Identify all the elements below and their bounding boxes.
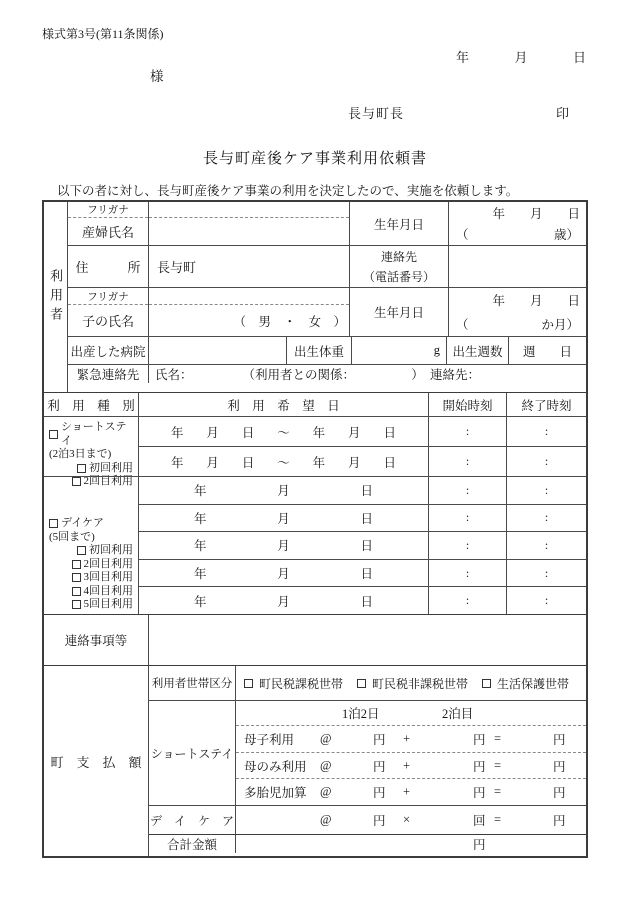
ymd: 月 <box>206 455 219 470</box>
mother-row <box>68 202 586 245</box>
usage-header-row <box>44 392 586 416</box>
daycare-start-time-2[interactable]: : <box>429 505 507 532</box>
at-sign: @ <box>320 758 332 772</box>
shortstay-first-checkbox[interactable] <box>77 464 86 473</box>
child-gender-select[interactable]: （ 男 ・ 女 ） <box>233 314 346 329</box>
at-sign: @ <box>320 812 332 827</box>
payment-side-header <box>44 666 149 856</box>
equals-sign: = <box>494 812 502 827</box>
mother-dob-input[interactable] <box>449 202 586 245</box>
yen-unit: 円 <box>373 786 386 801</box>
week-unit: 週 <box>523 344 536 359</box>
daycare-checkbox[interactable] <box>49 519 58 528</box>
shortstay-start-time-2[interactable]: : <box>429 447 507 476</box>
daycare-checkbox-2[interactable] <box>72 560 81 569</box>
mother-name-label: 産婦氏名 <box>81 225 134 240</box>
shortstay-label: ショートステイ <box>61 421 127 447</box>
daycare-start-time-5[interactable]: : <box>429 587 507 614</box>
shortstay-option[interactable] <box>49 421 134 448</box>
daycare-end-time-1[interactable]: : <box>544 482 549 497</box>
birth-weight-label: 出生体重 <box>287 337 352 364</box>
daycare-end-time-3[interactable]: : <box>544 537 549 552</box>
daycare-use-3-label: 3回目利用 <box>83 571 133 583</box>
shortstay-date-input-1[interactable] <box>139 417 429 446</box>
birth-weight-input[interactable] <box>352 337 447 364</box>
ymd: 月 <box>206 425 219 440</box>
notes-row <box>44 614 586 665</box>
night-columns-header <box>236 701 586 726</box>
form-table <box>42 200 588 858</box>
mother-age-line[interactable] <box>449 224 586 246</box>
usage-type-header: 利 用 種 別 <box>44 393 139 416</box>
child-name-label: 子の氏名 <box>81 314 134 329</box>
household-option-welfare[interactable] <box>482 675 569 692</box>
shortstay-end-time-2[interactable]: : <box>544 454 549 468</box>
daycare-use-1-label: 初回利用 <box>89 544 133 556</box>
daycare-use-1[interactable] <box>49 544 134 558</box>
user-info-section <box>44 202 586 392</box>
yen-unit: 円 <box>473 759 486 774</box>
emergency-row <box>68 364 586 383</box>
daycare-end-time-5[interactable]: : <box>544 593 549 608</box>
daycare-date-row <box>139 477 586 504</box>
range-tilde: ～ <box>277 455 290 470</box>
daycare-use-2[interactable] <box>49 558 134 572</box>
daycare-checkbox-3[interactable] <box>72 573 81 582</box>
ymd: 年 <box>194 567 207 582</box>
addressee-suffix: 様 <box>150 69 164 84</box>
gest-weeks-input[interactable] <box>509 337 586 364</box>
mayor-signature-label: 長与町長 <box>348 106 405 121</box>
total-label: 合計金額 <box>149 835 236 853</box>
ymd: 日 <box>360 484 373 499</box>
shortstay-date-row <box>139 446 586 476</box>
ymd: 日 <box>360 511 373 526</box>
notes-label: 連絡事項等 <box>44 615 149 665</box>
shortstay-block <box>44 416 586 487</box>
notes-input[interactable] <box>149 615 586 665</box>
household-row <box>149 666 586 700</box>
issue-date-year-label: 年 <box>456 50 470 65</box>
household-exempt-label: 町民税非課税世帯 <box>372 676 469 691</box>
ymd: 月 <box>277 484 290 499</box>
daycare-option[interactable] <box>49 517 134 531</box>
equals-sign: = <box>494 758 502 772</box>
pay-row-multiple-birth[interactable] <box>236 779 586 805</box>
plus-sign: + <box>403 784 411 799</box>
household-exempt-checkbox[interactable] <box>357 679 366 688</box>
ymd: 月 <box>348 455 361 470</box>
equals-sign: = <box>494 731 502 746</box>
daycare-checkbox-4[interactable] <box>72 587 81 596</box>
yen-unit: 円 <box>553 814 566 828</box>
daycare-date-input-2[interactable] <box>139 505 429 532</box>
household-taxed-label: 町民税課税世帯 <box>259 676 344 691</box>
issue-date-day-label: 日 <box>572 50 586 65</box>
ymd: 月 <box>277 594 290 609</box>
contact-label-cell <box>350 246 449 287</box>
total-yen-unit: 円 <box>473 838 486 852</box>
address-input[interactable] <box>149 246 350 287</box>
daycare-label: デイケア <box>61 517 105 529</box>
daycare-start-time-4[interactable]: : <box>429 560 507 587</box>
payment-section <box>44 665 586 856</box>
mother-dob-ymd[interactable]: 年 月 日 <box>492 206 580 221</box>
usage-end-header: 終了時刻 <box>521 398 572 413</box>
household-option-taxed[interactable] <box>244 675 343 692</box>
hospital-label: 出産した病院 <box>68 337 149 364</box>
daycare-checkbox-5[interactable] <box>72 600 81 609</box>
plus-sign: + <box>403 758 411 772</box>
age-paren-open: （ <box>456 228 469 243</box>
daycare-date-input-3[interactable] <box>139 532 429 559</box>
mother-label-cell <box>68 202 149 245</box>
yen-unit: 円 <box>553 786 566 801</box>
child-dob-ymd[interactable]: 年 月 日 <box>492 294 580 308</box>
payment-side-label: 町 支 払 額 <box>50 754 142 770</box>
mother-name-field[interactable] <box>149 218 349 245</box>
child-row <box>68 287 586 336</box>
daycare-use-2-label: 2回目利用 <box>83 557 133 570</box>
daycare-checkbox-1[interactable] <box>77 546 86 555</box>
issue-date-month-label: 月 <box>514 50 528 65</box>
contact-label-2: （電話番号） <box>362 270 435 285</box>
night2-header: 2泊目 <box>442 707 474 721</box>
contact-input[interactable] <box>449 246 586 287</box>
pay-row-label: 母子利用 <box>244 732 295 747</box>
household-welfare-checkbox[interactable] <box>482 679 491 688</box>
daycare-type-cell <box>44 477 139 614</box>
months-paren-open: （ <box>456 318 469 332</box>
times-sign: × <box>403 812 411 827</box>
document-title: 長与町産後ケア事業利用依頼書 <box>202 151 427 167</box>
daycare-use-5-label: 5回目利用 <box>83 598 133 610</box>
yen-unit: 円 <box>373 814 386 828</box>
hospital-input[interactable] <box>149 337 287 364</box>
household-welfare-label: 生活保護世帯 <box>497 676 570 691</box>
mother-furigana-input[interactable] <box>149 202 349 218</box>
daycare-date-row <box>139 531 586 559</box>
household-option-exempt[interactable] <box>357 675 468 692</box>
ymd: 日 <box>360 539 373 554</box>
emergency-label: 緊急連絡先 <box>68 365 149 383</box>
daycare-limit: (5回まで) <box>49 530 95 543</box>
daycare-end-time-4[interactable]: : <box>544 565 549 580</box>
daycare-payment-row <box>149 805 586 834</box>
daycare-payment-input[interactable] <box>236 806 586 834</box>
usage-wish-header: 利 用 希 望 日 <box>139 393 429 416</box>
daycare-payment-label: デ イ ケ ア <box>149 806 236 834</box>
daycare-date-input-1[interactable] <box>139 477 429 504</box>
ymd: 日 <box>360 567 373 582</box>
ymd: 日 <box>383 455 396 470</box>
mother-dob-label: 生年月日 <box>350 202 449 245</box>
ymd: 年 <box>194 511 207 526</box>
ymd: 年 <box>312 425 326 440</box>
mother-name-input[interactable] <box>149 202 350 245</box>
gest-weeks-label: 出生週数 <box>447 337 509 364</box>
shortstay-limit: (2泊3日まで) <box>49 448 112 460</box>
daycare-start-time-3[interactable]: : <box>429 532 507 559</box>
yen-unit: 円 <box>553 732 566 747</box>
household-taxed-checkbox[interactable] <box>244 679 253 688</box>
at-sign: @ <box>320 784 332 799</box>
ymd: 年 <box>171 455 184 470</box>
shortstay-first-use[interactable] <box>49 462 134 476</box>
equals-sign: = <box>494 784 502 799</box>
birth-row <box>68 336 586 364</box>
usage-start-header: 開始時刻 <box>429 393 507 416</box>
issue-date-line <box>456 47 586 66</box>
daycare-date-row <box>139 504 586 532</box>
ymd: 月 <box>277 539 290 554</box>
child-dob-input[interactable] <box>449 288 586 336</box>
contact-label-1: 連絡先 <box>380 249 417 264</box>
ymd: 日 <box>241 425 255 440</box>
shortstay-payment-block <box>149 700 586 805</box>
ymd: 日 <box>383 425 396 440</box>
shortstay-second-label: 2回目利用 <box>83 475 133 487</box>
address-row <box>68 245 586 287</box>
ymd: 年 <box>171 425 184 440</box>
address-label: 住 所 <box>68 246 149 287</box>
yen-unit: 円 <box>473 786 486 801</box>
pay-row-mother-only[interactable] <box>236 753 586 780</box>
user-side-header <box>44 202 68 392</box>
at-sign: @ <box>320 731 332 746</box>
yen-unit: 円 <box>373 732 386 747</box>
child-furigana-label: フリガナ <box>68 288 148 305</box>
night1-header: 1泊2日 <box>342 707 380 721</box>
ymd: 年 <box>194 594 207 609</box>
shortstay-date-row <box>139 417 586 446</box>
yen-unit: 円 <box>473 732 486 747</box>
daycare-date-row <box>139 586 586 614</box>
total-input[interactable] <box>236 835 586 853</box>
shortstay-type-cell <box>44 417 139 487</box>
yen-unit: 円 <box>553 759 566 774</box>
ymd: 月 <box>348 425 361 440</box>
yen-unit: 円 <box>373 759 386 774</box>
times-unit: 回 <box>473 814 486 828</box>
intro-sentence: 以下の者に対し、長与町産後ケア事業の利用を決定したので、実施を依頼します。 <box>57 184 519 198</box>
total-row <box>149 834 586 853</box>
ymd: 月 <box>277 567 290 582</box>
shortstay-checkbox[interactable] <box>49 430 58 439</box>
daycare-use-4[interactable] <box>49 585 134 599</box>
pay-row-label: 母のみ利用 <box>244 759 307 774</box>
daycare-end-time-2[interactable]: : <box>544 510 549 525</box>
daycare-date-input-5[interactable] <box>139 587 429 614</box>
daycare-use-4-label: 4回目利用 <box>83 584 133 597</box>
daycare-date-row <box>139 559 586 587</box>
daycare-start-time-1[interactable]: : <box>429 477 507 504</box>
shortstay-start-time-1[interactable]: : <box>429 417 507 446</box>
weight-unit: g <box>433 343 440 357</box>
child-furigana-input[interactable] <box>149 288 349 305</box>
household-options <box>236 666 586 700</box>
household-label: 利用者世帯区分 <box>149 666 236 700</box>
daycare-use-3[interactable] <box>49 571 134 585</box>
child-months-line[interactable] <box>449 312 586 336</box>
plus-sign: + <box>403 731 411 746</box>
shortstay-first-label: 初回利用 <box>89 461 133 474</box>
form-number: 様式第3号(第11条関係) <box>42 27 164 41</box>
ymd: 年 <box>194 484 207 499</box>
age-paren-close: 歳） <box>553 228 579 243</box>
mother-furigana-label: フリガナ <box>68 202 148 218</box>
ymd: 年 <box>194 539 207 554</box>
shortstay-date-input-2[interactable] <box>139 447 429 476</box>
shortstay-payment-label: ショートステイ <box>149 701 236 805</box>
pay-row-label: 多胎児加算 <box>244 786 307 801</box>
seal-mark: 印 <box>556 106 570 121</box>
ymd: 年 <box>312 455 326 470</box>
child-name-input[interactable] <box>149 288 350 336</box>
daycare-use-5[interactable] <box>49 598 134 612</box>
emergency-input[interactable]: 氏名： （利用者との関係： ） 連絡先： <box>155 368 481 382</box>
shortstay-end-time-1[interactable]: : <box>544 424 549 438</box>
ymd: 月 <box>277 511 290 526</box>
child-dob-label: 生年月日 <box>350 288 449 336</box>
months-paren-close: か月） <box>541 318 579 332</box>
ymd: 日 <box>360 594 373 609</box>
week-day-unit: 日 <box>559 344 572 359</box>
user-side-label: 利用者 <box>48 268 63 326</box>
daycare-block <box>44 476 586 614</box>
address-prefill: 長与町 <box>157 260 197 275</box>
ymd: 日 <box>241 455 255 470</box>
daycare-date-input-4[interactable] <box>139 560 429 587</box>
pay-row-mother-child[interactable] <box>236 726 586 753</box>
range-tilde: ～ <box>277 425 290 440</box>
child-label-cell <box>68 288 149 336</box>
